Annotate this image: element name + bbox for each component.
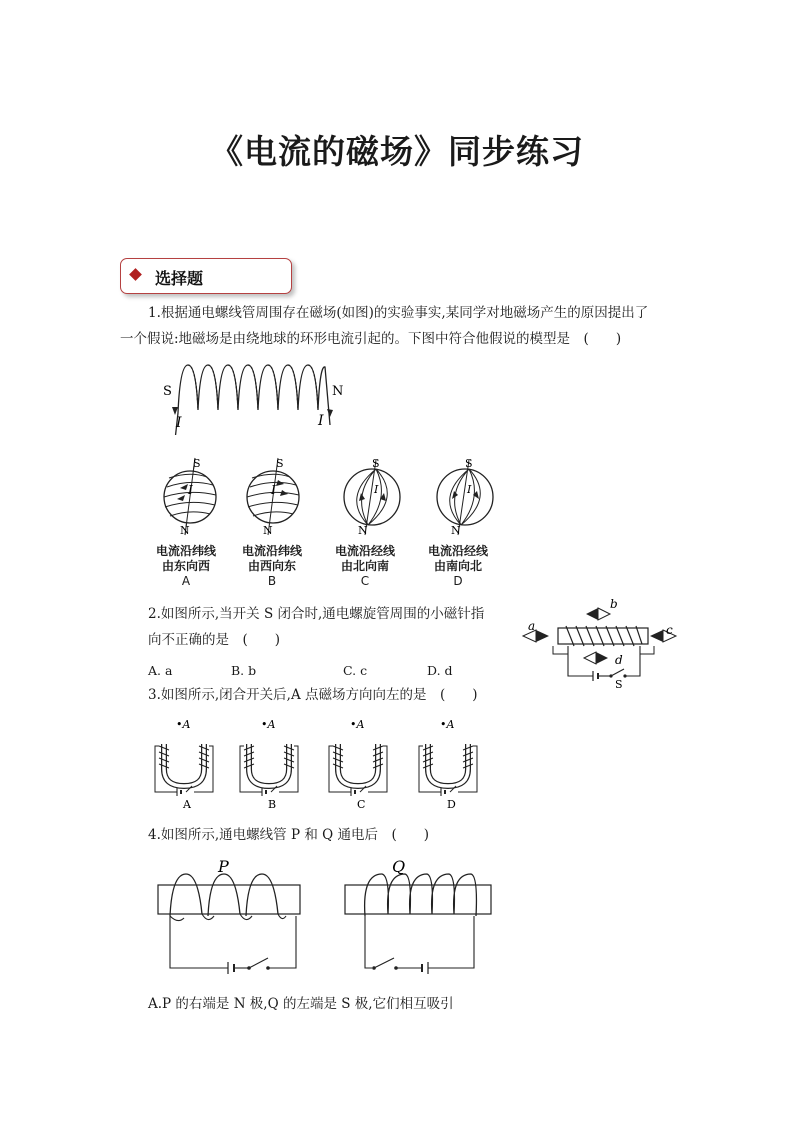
q2-option-b: B. b	[231, 663, 257, 678]
q2-label-a: a	[528, 619, 536, 633]
globe-d-caption: 电流沿经线 由南向北 D	[427, 544, 488, 588]
q1-line1: 1.根据通电螺线管周围存在磁场(如图)的实验事实,某同学对地磁场产生的原因提出了	[148, 305, 649, 321]
globe-b-n: N	[263, 524, 273, 537]
q2-figure	[518, 596, 688, 691]
q3-letter-a: A	[183, 798, 191, 811]
globe-a-n: N	[180, 524, 190, 537]
q2-option-c: C. c	[343, 663, 368, 678]
q2-label-c: c	[666, 623, 673, 637]
solenoid-current-right: I	[318, 413, 324, 429]
globe-c-n: N	[358, 524, 368, 537]
globe-c	[332, 455, 422, 540]
q2-line1: 2.如图所示,当开关 S 闭合时,通电螺旋管周围的小磁针指	[148, 606, 485, 622]
q2-label-b: b	[610, 597, 618, 611]
q3-line1: 3.如图所示,闭合开关后,A 点磁场方向向左的是 ( )	[148, 687, 478, 703]
globe-b	[238, 455, 328, 540]
solenoid-n-label: N	[332, 384, 344, 399]
section-label: 选择题	[155, 269, 204, 288]
q3-figures	[152, 714, 522, 814]
q2-option-a: A. a	[148, 663, 173, 678]
q3-letter-c: C	[357, 798, 366, 811]
section-header	[120, 258, 292, 294]
solenoid-current-left: I	[176, 415, 182, 431]
q2-label-d: d	[615, 653, 623, 667]
q2-label-s: S	[615, 678, 623, 691]
globe-c-s: S	[372, 457, 380, 470]
globe-d-n: N	[451, 524, 461, 537]
q3-letter-b: B	[268, 798, 277, 811]
globe-d-s: S	[465, 457, 473, 470]
diamond-icon	[129, 268, 142, 281]
q1-line2: 一个假说:地磁场是由绕地球的环形电流引起的。下图中符合他假说的模型是 ( )	[120, 331, 622, 347]
solenoid-figure	[150, 355, 360, 435]
globe-a-i: I	[188, 483, 193, 497]
globe-b-s: S	[276, 457, 284, 470]
globe-a-caption: 电流沿纬线 由东向西 A	[155, 544, 216, 588]
q4-label-q: Q	[392, 857, 406, 876]
globe-c-i: I	[374, 483, 379, 496]
q4-label-p: P	[218, 857, 229, 876]
q4-option-a: A.P 的右端是 N 极,Q 的左端是 S 极,它们相互吸引	[148, 996, 454, 1012]
page-title: 《电流的磁场》同步练习	[210, 132, 584, 171]
globe-a	[155, 455, 245, 540]
q4-line1: 4.如图所示,通电螺线管 P 和 Q 通电后 ( )	[148, 827, 430, 843]
solenoid-s-label: S	[163, 384, 172, 399]
q3-point-c: •A	[350, 718, 365, 731]
q3-point-a: •A	[176, 718, 191, 731]
q3-point-d: •A	[440, 718, 455, 731]
globe-b-i: I	[271, 483, 276, 497]
globe-d	[425, 455, 515, 540]
globe-a-s: S	[193, 457, 201, 470]
q2-line2: 向不正确的是 ( )	[148, 632, 281, 648]
globe-b-caption: 电流沿纬线 由西向东 B	[241, 544, 302, 588]
globe-c-caption: 电流沿经线 由北向南 C	[334, 544, 395, 588]
q3-letter-d: D	[447, 798, 456, 811]
q4-figures	[150, 852, 510, 977]
q3-point-b: •A	[261, 718, 276, 731]
globe-d-i: I	[467, 483, 472, 496]
q2-option-d: D. d	[427, 663, 453, 678]
